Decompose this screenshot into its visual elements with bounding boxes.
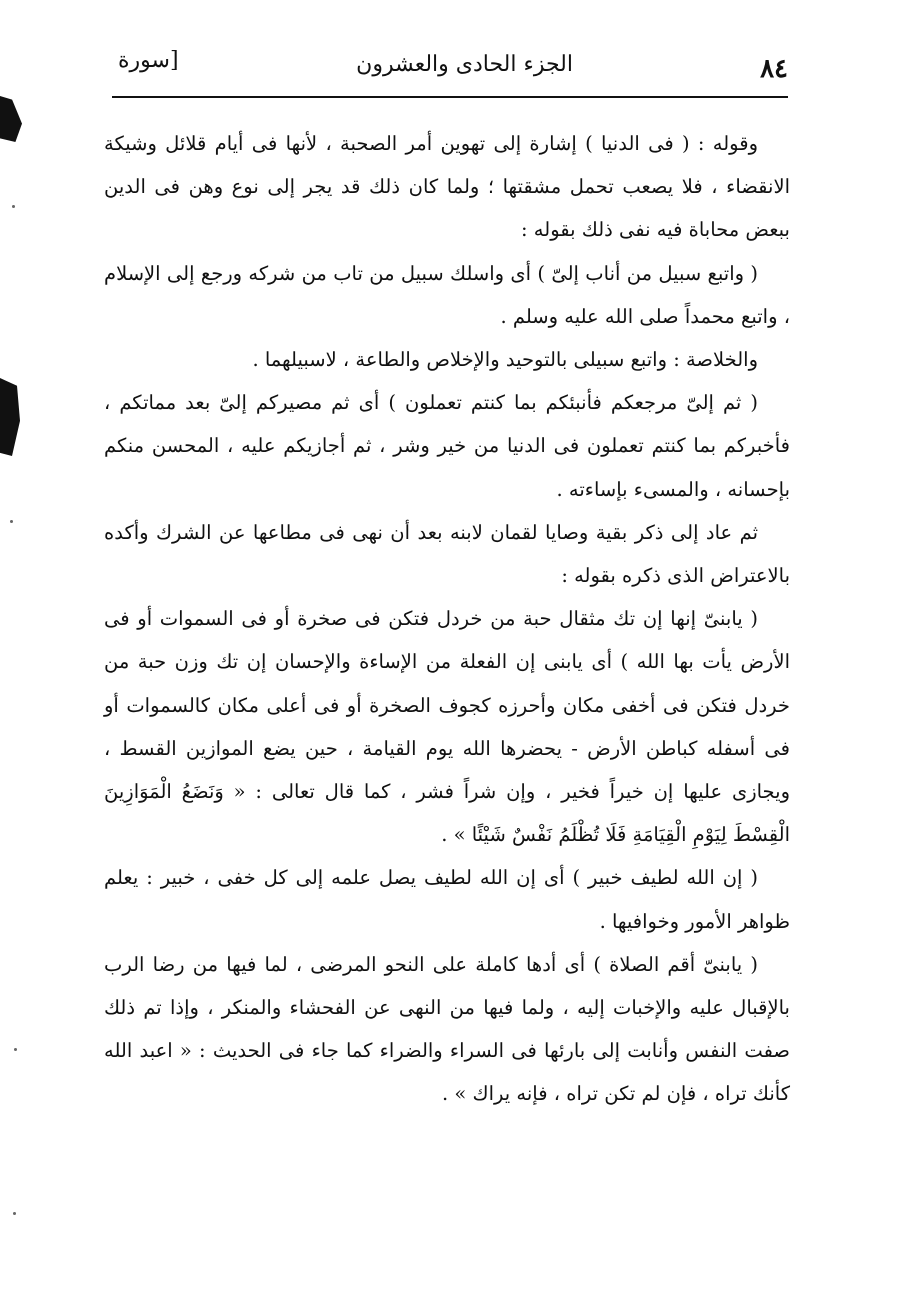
paragraph-verse-return: ( ثم إلىّ مرجعكم فأنبئكم بما كنتم تعملون ) أى ثم مصيركم إلىّ بعد مماتكم ، فأخبركم بما كنتم تعملون فى الدنيا من خير وشر ، ثم أجازيكم عليه ، المحسن منكم بإحسانه ، والمسىء بإساءته . — [104, 391, 790, 501]
paragraph-summary: والخلاصة : واتبع سبيلى بالتوحيد والإخلاص والطاعة ، لاسبيلهما . — [252, 348, 758, 372]
paragraph-intro: وقوله : ( فى الدنيا ) إشارة إلى تهوين أمر الصحبة ، لأنها فى أيام قلائل وشيكة الانقضاء ، فلا يصعب تحمل مشقتها ؛ ولما كان ذلك قد يجر إلى نوع وهن فى الدين ببعض محاباة فيه نفى ذلك بقوله : — [104, 132, 790, 242]
page-number: ٨٤ — [760, 54, 788, 84]
paragraph-luqman-advice: ثم عاد إلى ذكر بقية وصايا لقمان لابنه بعد أن نهى فى مطاعها عن الشرك وأكده بالاعتراض الذى ذكره بقوله : — [104, 520, 790, 588]
running-title: الجزء الحادى والعشرون — [356, 52, 573, 77]
scan-speck — [14, 1048, 17, 1051]
scan-margin-mark — [0, 378, 20, 456]
paragraph-verse-follow-path: ( واتبع سبيل من أناب إلىّ ) أى واسلك سبيل من تاب من شركه ورجع إلى الإسلام ، واتبع محمداً صلى الله عليه وسلم . — [104, 261, 790, 328]
paragraph-verse-mustard-seed: ( يابنىّ إنها إن تك مثقال حبة من خردل فتكن فى صخرة أو فى السموات أو فى الأرض يأت بها الله ) أى يابنى إن الفعلة من الإساءة والإحسان إن تك وزن حبة من خردل فتكن فى أخفى مكان وأحرزه كجوف الصخرة أو فى أعلى مكان كالسموات أو فى أسفله كباطن الأرض - يحضرها الله يوم القيامة ، حين يضع الموازين القسط ، ويجازى عليها إن خيراً فخير ، وإن شراً فشر ، كما قال تعالى : « وَنَضَعُ الْمَوَازِينَ الْقِسْطَ لِيَوْمِ الْقِيَامَةِ فَلَا تُظْلَمُ نَفْسٌ شَيْئًا » . — [104, 607, 790, 847]
surah-label: [سورة — [118, 48, 179, 73]
paragraph-verse-subtle: ( إن الله لطيف خبير ) أى إن الله لطيف يصل علمه إلى كل خفى ، خبير : يعلم ظواهر الأمور وخوافيها . — [104, 866, 790, 933]
body-text — [104, 122, 790, 1116]
scan-speck — [13, 1212, 16, 1215]
scan-margin-mark — [0, 96, 22, 142]
scan-speck — [10, 520, 13, 523]
header-rule — [112, 96, 788, 98]
page-header — [118, 48, 788, 92]
scan-speck — [12, 205, 15, 208]
paragraph-verse-prayer: ( يابنىّ أقم الصلاة ) أى أدها كاملة على النحو المرضى ، لما فيها من رضا الرب بالإقبال عليه والإخبات إليه ، ولما فيها من النهى عن الفحشاء والمنكر ، وإذا تم ذلك صفت النفس وأنابت إلى بارئها فى السراء والضراء كما جاء فى الحديث : « اعبد الله كأنك تراه ، فإن لم تكن تراه ، فإنه يراك » . — [104, 952, 790, 1106]
